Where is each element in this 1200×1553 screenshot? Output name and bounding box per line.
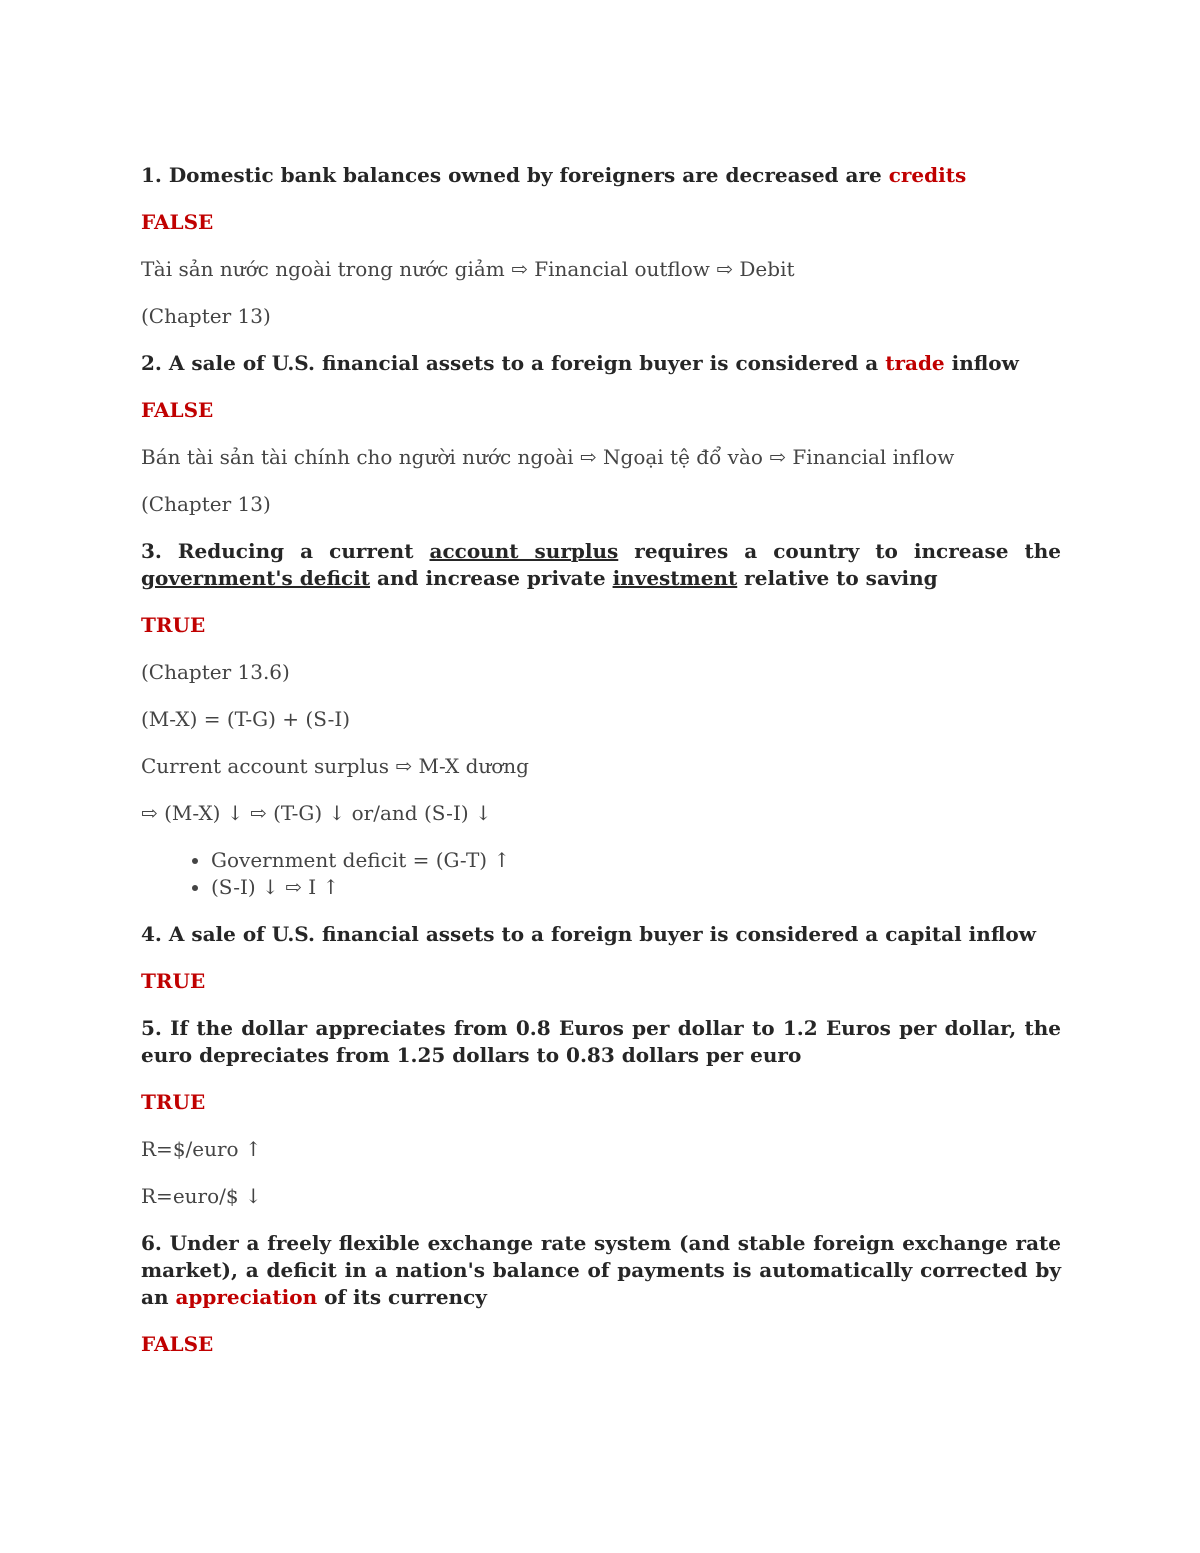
question-6: 6. Under a freely flexible exchange rate system (and stable foreign exchange rate market), a deficit in a nation's balance of payments is automatically corrected by an appreciation of its currency [141,1231,1061,1309]
note-3-4: ⇨ (M-X) ↓ ⇨ (T-G) ↓ or/and (S-I) ↓ [141,801,492,825]
note-2-1: Bán tài sản tài chính cho người nước ngoài ⇨ Ngoại tệ đổ vào ⇨ Financial inflow [141,445,955,469]
answer-3: TRUE [141,613,206,637]
note-3-3: Current account surplus ⇨ M-X dương [141,754,529,778]
question-5: 5. If the dollar appreciates from 0.8 Euros per dollar to 1.2 Euros per dollar, the euro depreciates from 1.25 dollars to 0.83 dollars per euro [141,1016,1061,1067]
answer-2: FALSE [141,398,214,422]
bullet-item: • Government deficit = (G-T) ↑ [211,847,1061,874]
bullet-item: • (S-I) ↓ ⇨ I ↑ [211,874,1061,901]
note-5-2: R=euro/$ ↓ [141,1184,262,1208]
note-1-1: Tài sản nước ngoài trong nước giảm ⇨ Financial outflow ⇨ Debit [141,257,795,281]
note-1-2: (Chapter 13) [141,304,271,328]
note-3-2: (M-X) = (T-G) + (S-I) [141,707,351,731]
underline-investment: investment [612,566,738,590]
answer-5: TRUE [141,1090,206,1114]
answer-6: FALSE [141,1332,214,1356]
answer-4: TRUE [141,969,206,993]
question-2: 2. A sale of U.S. financial assets to a foreign buyer is considered a trade inflow [141,351,1019,375]
highlight-appreciation: appreciation [175,1285,318,1309]
note-3-1: (Chapter 13.6) [141,660,290,684]
highlight-trade: trade [885,351,945,375]
document-page [141,158,1061,1358]
answer-1: FALSE [141,210,214,234]
question-4: 4. A sale of U.S. financial assets to a foreign buyer is considered a capital inflow [141,922,1036,946]
note-5-1: R=$/euro ↑ [141,1137,262,1161]
underline-account-surplus: account surplus [429,539,619,563]
underline-government-deficit: government's deficit [141,566,371,590]
question-1: 1. Domestic bank balances owned by foreigners are decreased are credits [141,163,967,187]
highlight-credits: credits [888,163,967,187]
note-2-2: (Chapter 13) [141,492,271,516]
bullet-list-3 [141,847,1061,901]
question-3: 3. Reducing a current account surplus requires a country to increase the government's deficit and increase private investment relative to saving [141,539,1061,590]
